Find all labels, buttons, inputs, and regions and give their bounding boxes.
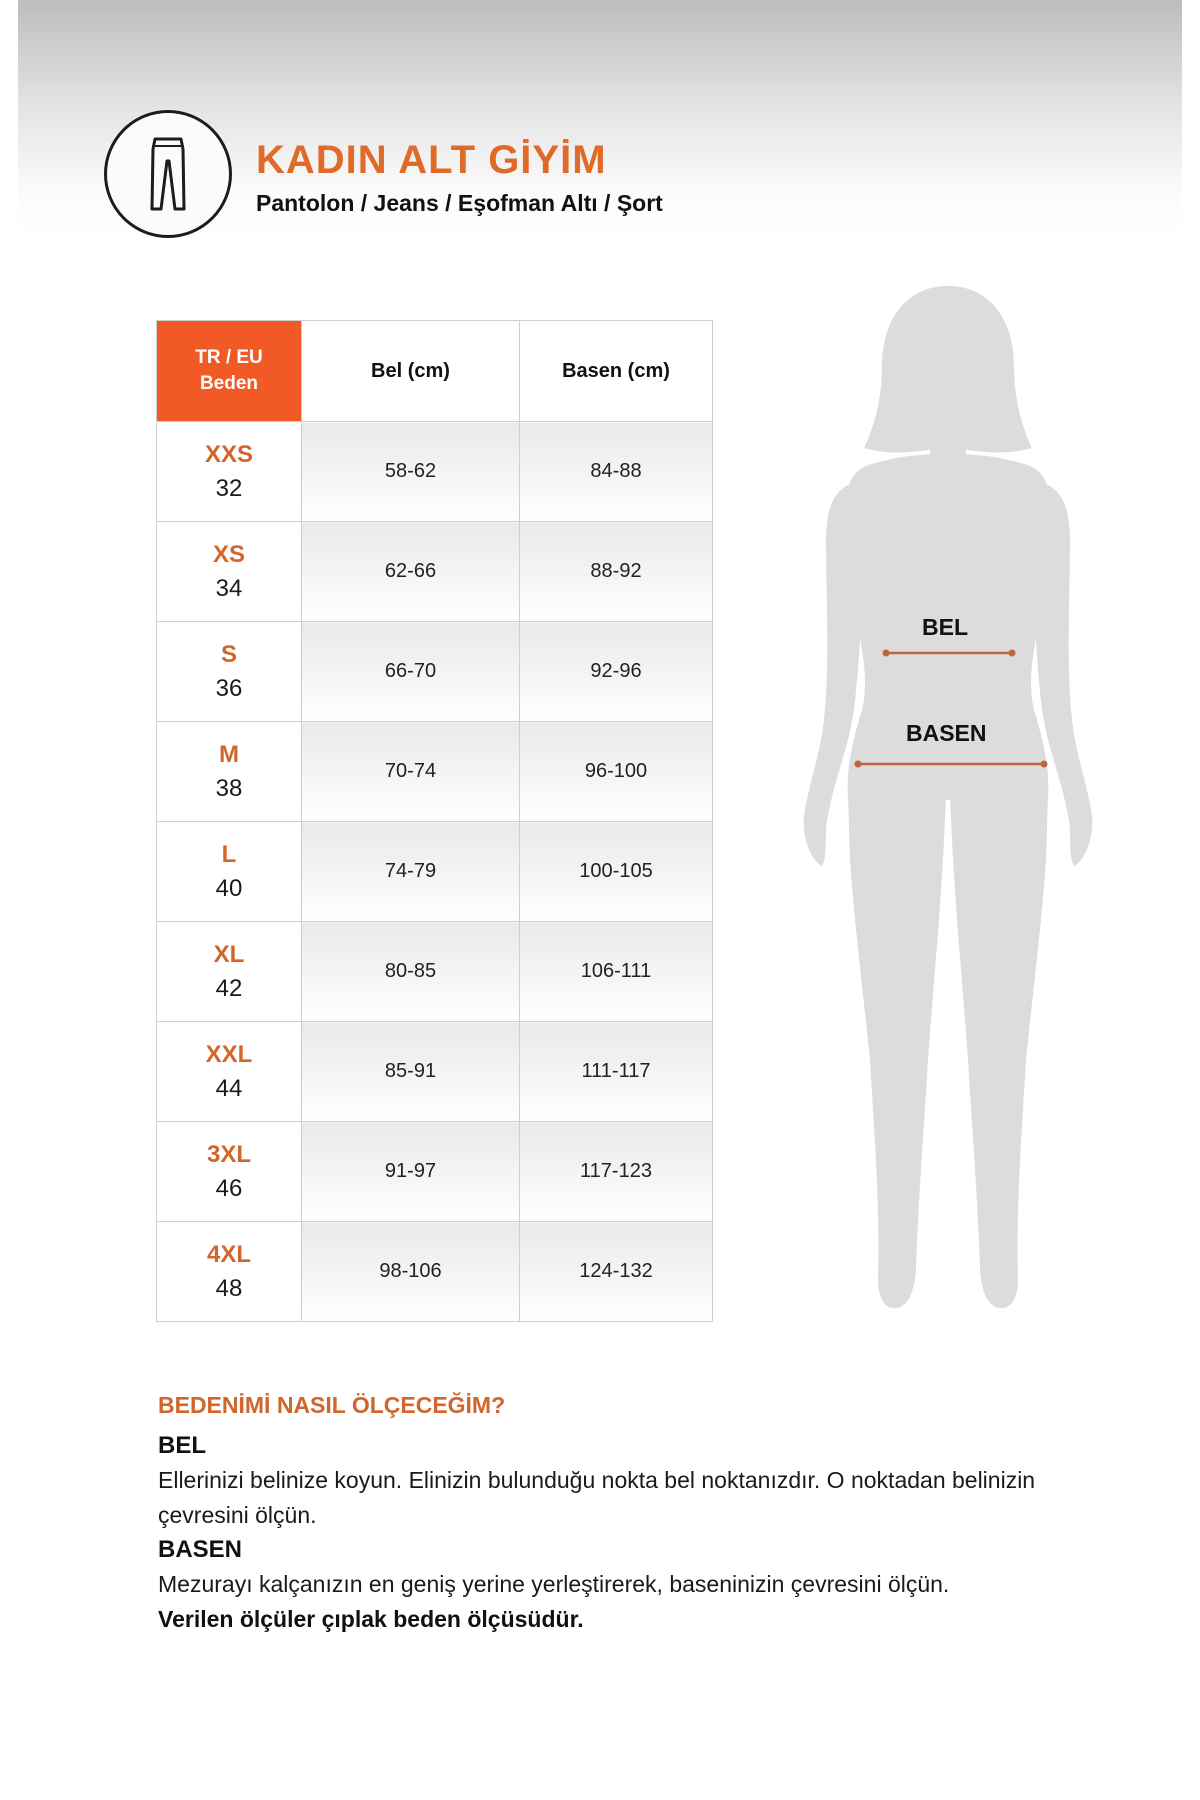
table-row	[157, 622, 713, 722]
table-row	[157, 1222, 713, 1322]
waist-value: 91-97	[302, 1122, 520, 1222]
page-subtitle: Pantolon / Jeans / Eşofman Altı / Şort	[256, 190, 663, 216]
pants-icon	[104, 110, 232, 238]
size-letter: L	[221, 840, 237, 868]
waist-value: 74-79	[302, 822, 520, 922]
size-number: 44	[215, 1074, 243, 1102]
table-row	[157, 922, 713, 1022]
hip-heading: BASEN	[158, 1536, 243, 1563]
hip-value: 92-96	[520, 622, 713, 722]
size-letter: M	[219, 740, 239, 768]
size-letter: 3XL	[206, 1140, 251, 1168]
size-letter: 4XL	[206, 1240, 251, 1268]
hip-value: 100-105	[520, 822, 713, 922]
table-row	[157, 822, 713, 922]
size-cell	[157, 1122, 302, 1222]
hip-instructions: Mezurayı kalçanızın en geniş yerine yerleştirerek, baseninizin çevresini ölçün.	[158, 1571, 950, 1597]
waist-value: 98-106	[302, 1222, 520, 1322]
table-row	[157, 422, 713, 522]
waist-heading: BEL	[158, 1432, 206, 1459]
size-number: 48	[215, 1274, 243, 1302]
table-row	[157, 1122, 713, 1222]
size-table	[156, 320, 713, 1322]
size-number: 42	[215, 974, 243, 1002]
size-letter: XS	[212, 540, 245, 568]
size-number: 36	[215, 674, 243, 702]
hip-value: 84-88	[520, 422, 713, 522]
body-silhouette-icon	[798, 280, 1098, 1320]
size-chart-page	[18, 0, 1182, 1800]
size-number: 38	[215, 774, 243, 802]
hip-value: 117-123	[520, 1122, 713, 1222]
waist-column-header: Bel (cm)	[302, 321, 520, 422]
hip-value: 88-92	[520, 522, 713, 622]
hip-value: 111-117	[520, 1022, 713, 1122]
hip-value: 96-100	[520, 722, 713, 822]
waist-value: 80-85	[302, 922, 520, 1022]
size-cell	[157, 1222, 302, 1322]
size-number: 34	[215, 574, 243, 602]
size-cell	[157, 822, 302, 922]
hip-value: 124-132	[520, 1222, 713, 1322]
size-header-line2: Beden	[199, 373, 259, 394]
size-cell	[157, 922, 302, 1022]
size-cell	[157, 722, 302, 822]
waist-instructions: Ellerinizi belinize koyun. Elinizin bulunduğu nokta bel noktanızdır. O noktadan belinizin çevresini ölçün.	[158, 1467, 1036, 1528]
hip-column-header: Basen (cm)	[520, 321, 713, 422]
size-number: 46	[215, 1174, 243, 1202]
hip-value: 106-111	[520, 922, 713, 1022]
size-letter: XL	[213, 940, 245, 968]
waist-label: BEL	[922, 614, 968, 640]
size-number: 32	[215, 474, 243, 502]
size-letter: XXL	[205, 1040, 253, 1068]
size-letter: XXS	[204, 440, 254, 468]
table-header-row	[157, 321, 713, 422]
page-title: KADIN ALT GİYİM	[256, 138, 607, 182]
body-silhouette-figure	[798, 280, 1098, 1320]
table-row	[157, 522, 713, 622]
size-cell	[157, 522, 302, 622]
size-header-line1: TR / EU	[195, 347, 263, 368]
size-number: 40	[215, 874, 243, 902]
waist-value: 85-91	[302, 1022, 520, 1122]
how-to-measure-title: BEDENİMİ NASIL ÖLÇECEĞİM?	[158, 1392, 506, 1418]
waist-value: 66-70	[302, 622, 520, 722]
size-cell	[157, 422, 302, 522]
size-cell	[157, 1022, 302, 1122]
waist-value: 70-74	[302, 722, 520, 822]
size-column-header	[157, 321, 302, 422]
waist-value: 62-66	[302, 522, 520, 622]
measurement-note: Verilen ölçüler çıplak beden ölçüsüdür.	[158, 1606, 584, 1632]
table-row	[157, 1022, 713, 1122]
size-cell	[157, 622, 302, 722]
hip-label: BASEN	[906, 720, 987, 746]
size-letter: S	[220, 640, 237, 668]
table-row	[157, 722, 713, 822]
waist-value: 58-62	[302, 422, 520, 522]
